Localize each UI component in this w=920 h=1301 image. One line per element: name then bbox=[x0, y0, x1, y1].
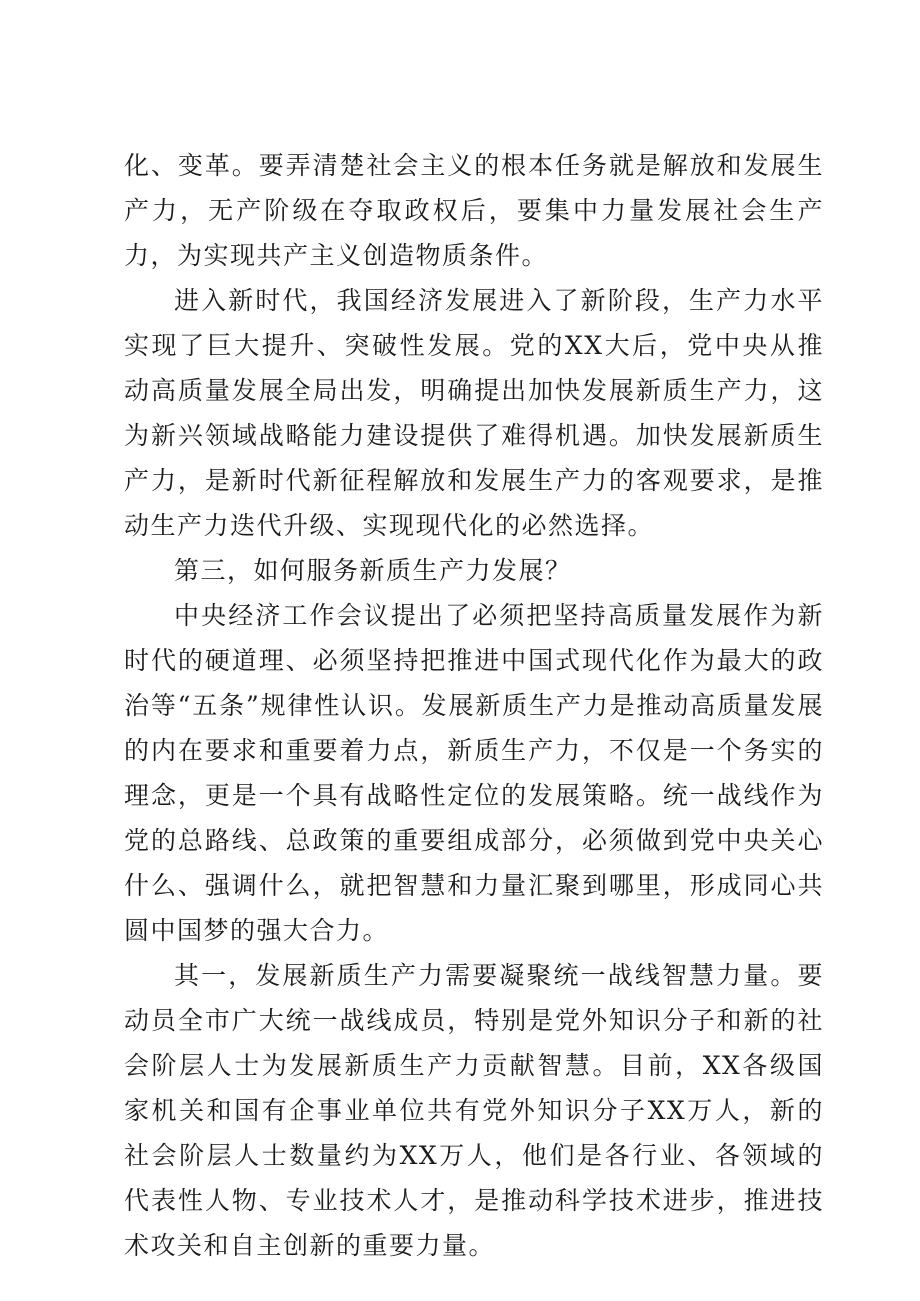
paragraph-1: 化、变革。要弄清楚社会主义的根本任务就是解放和发展生产力，无产阶级在夺取政权后，要集中力量发展社会生产力，为实现共产主义创造物质条件。 bbox=[124, 151, 824, 270]
paragraph-4: 中央经济工作会议提出了必须把坚持高质量发展作为新时代的硬道理、必须坚持把推进中国式现代化作为最大的政治等“五条”规律性认识。发展新质生产力是推动高质量发展的内在要求和重要着力点，新质生产力，不仅是一个务实的理念，更是一个具有战略性定位的发展策略。统一战线作为党的总路线、总政策的重要组成部分，必须做到党中央关心什么、强调什么，就把智慧和力量汇聚到哪里，形成同心共圆中国梦的强大合力。 bbox=[124, 601, 824, 945]
paragraph-2: 进入新时代，我国经济发展进入了新阶段，生产力水平实现了巨大提升、突破性发展。党的XX大后，党中央从推动高质量发展全局出发，明确提出加快发展新质生产力，这为新兴领域战略能力建设提供了难得机遇。加快发展新质生产力，是新时代新征程解放和发展生产力的客观要求，是推动生产力迭代升级、实现现代化的必然选择。 bbox=[124, 286, 824, 540]
paragraph-5: 其一，发展新质生产力需要凝聚统一战线智慧力量。要动员全市广大统一战线成员，特别是党外知识分子和新的社会阶层人士为发展新质生产力贡献智慧。目前，XX各级国家机关和国有企事业单位共有党外知识分子XX万人，新的社会阶层人士数量约为XX万人，他们是各行业、各领域的代表性人物、专业技术人才，是推动科学技术进步，推进技术攻关和自主创新的重要力量。 bbox=[124, 961, 824, 1260]
document-body bbox=[124, 143, 824, 1268]
paragraph-3-heading: 第三，如何服务新质生产力发展？ bbox=[174, 556, 572, 585]
